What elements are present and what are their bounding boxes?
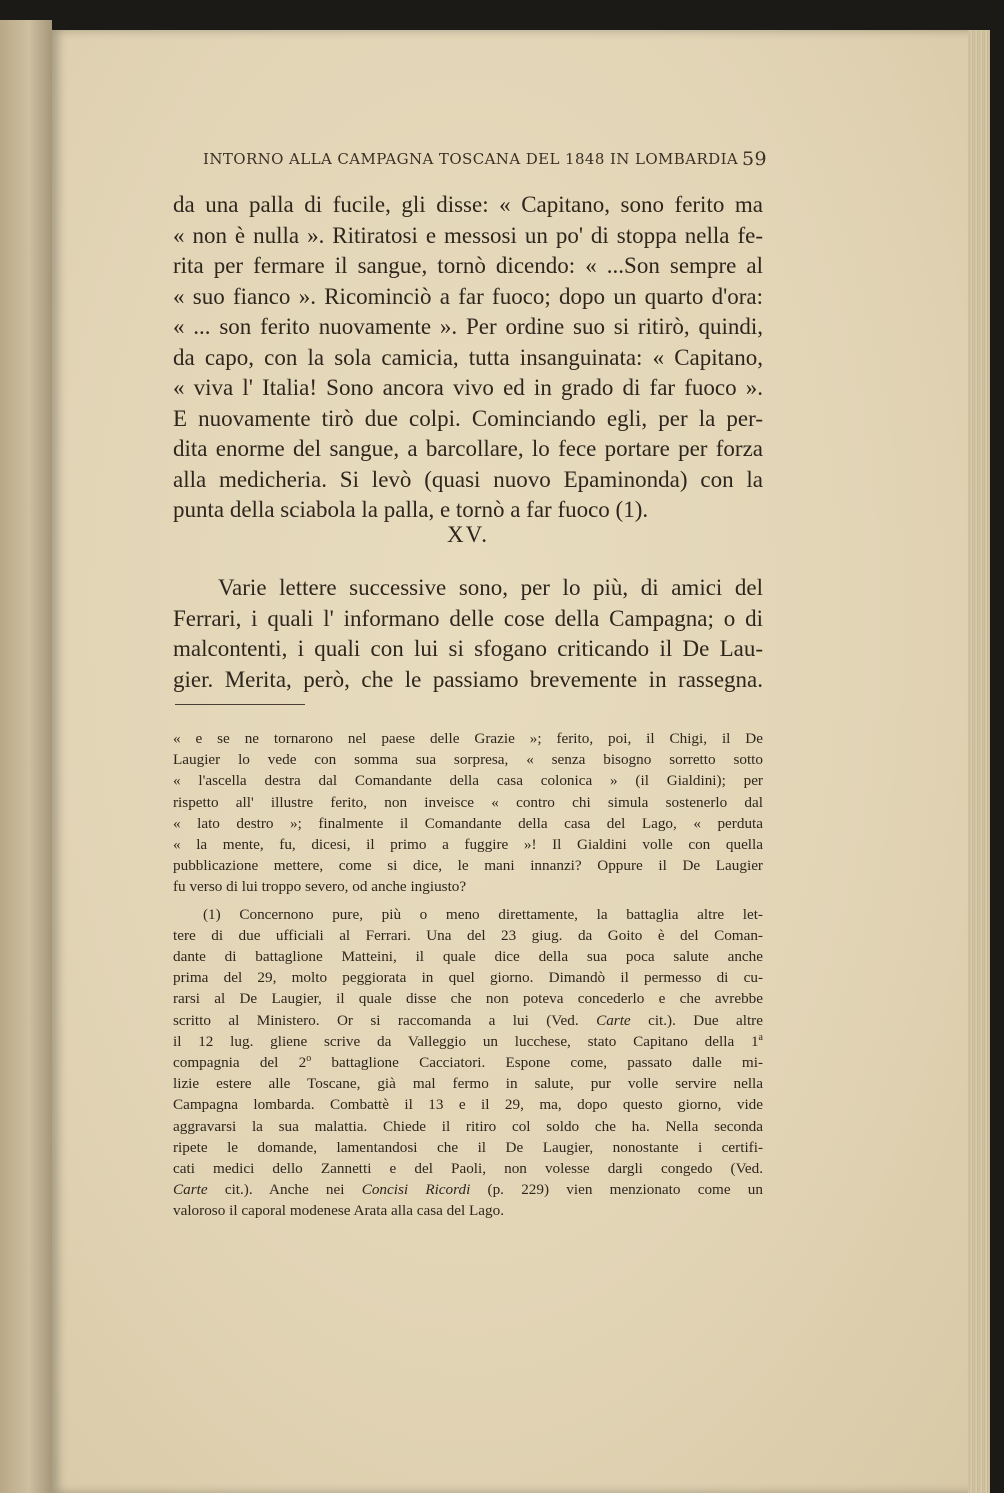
footnote-line: « e se ne tornarono nel paese delle Grazie »; ferito, poi, il Chigi, il De	[173, 730, 763, 747]
text-line: dita enorme del sangue, a barcollare, lo fece portare per forza	[173, 436, 763, 461]
footnote-line: Laugier lo vede con somma sua sorpresa, « senza bisogno sorretto sotto	[173, 751, 763, 769]
footnote-text: battaglione Cacciatori. Espone come, passato dalle mi-	[311, 1054, 763, 1072]
footnote-line: « l'ascella destra dal Comandante della casa colonica » (il Gialdini); per	[173, 772, 763, 790]
page-number: 59	[742, 148, 767, 170]
footnote-line: dante di battaglione Matteini, il quale dice della sua poca salute anche	[173, 948, 763, 966]
text-line: punta della sciabola la palla, e tornò a far fuoco (1).	[173, 497, 649, 522]
italic-title: Carte	[596, 1011, 631, 1029]
footnote-line: valoroso il caporal modenese Arata alla casa del Lago.	[173, 1202, 505, 1220]
footnote-text: cit.). Anche nei	[207, 1181, 362, 1199]
footnote-line: aggravarsi la sua malattia. Chiede il ritiro col soldo che ha. Nella seconda	[173, 1117, 763, 1135]
text-line: Varie lettere successive sono, per lo più, di amici del	[218, 575, 763, 600]
footnote-line: tere di due ufficiali al Ferrari. Una del 23 giug. da Goito è del Coman-	[173, 926, 763, 944]
previous-page-edge	[0, 20, 52, 1493]
footnote-line: rarsi al De Laugier, il quale disse che non poteva concederlo e che avrebbe	[173, 990, 763, 1008]
footnotes	[173, 728, 763, 1222]
footnote-line: ripete le domande, lamentandosi che il De Laugier, nonostante i certifi-	[173, 1138, 763, 1156]
section-heading: XV.	[446, 522, 489, 547]
italic-title: Carte	[173, 1181, 208, 1199]
running-title: INTORNO ALLA CAMPAGNA TOSCANA DEL 1848 IN LOMBARDIA	[203, 150, 739, 168]
footnote-line: cati medici dello Zannetti e del Paoli, non volesse dargli congedo (Ved.	[173, 1160, 763, 1178]
footnote-line: « la mente, fu, dicesi, il primo a fuggire »! Il Gialdini volle con quella	[173, 836, 763, 854]
text-line: rita per fermare il sangue, tornò dicendo: « ...Son sempre al	[173, 253, 763, 278]
text-line: da capo, con la sola camicia, tutta insanguinata: « Capitano,	[173, 344, 763, 370]
text-line: da una palla di fucile, gli disse: « Capitano, sono ferito ma	[173, 192, 763, 217]
superscript: o	[306, 1052, 312, 1064]
footnote-continuation	[173, 728, 763, 898]
footnote-text: compagnia del 2	[173, 1054, 307, 1072]
footnote-rule	[175, 704, 305, 705]
footnote-line: prima del 29, molto peggiorata in quel giorno. Dimandò il permesso di cu-	[173, 969, 763, 987]
footnote-line	[173, 1031, 763, 1052]
text-line: « non è nulla ». Ritiratosi e messosi un po' di stoppa nella fe-	[173, 222, 763, 248]
superscript: a	[758, 1031, 763, 1043]
text-line: Ferrari, i quali l' informano delle cose della Campagna; o di	[173, 605, 763, 631]
footnote-line: fu verso di lui troppo severo, od anche ingiusto?	[173, 878, 467, 896]
footnote-line: pubblicazione mettere, come si dice, le mani innanzi? Oppure il De Laugier	[173, 857, 763, 875]
footnote-line	[173, 1052, 763, 1073]
footnote-line: rispetto all' illustre ferito, non inveisce « contro chi simula sostenerlo dal	[173, 793, 763, 811]
footnote-line: lizie estere alle Toscane, già mal fermo in salute, pur volle servire nella	[173, 1075, 763, 1093]
footnote-1	[173, 904, 763, 1222]
paragraph-continuation	[173, 190, 763, 526]
page-stack-edges	[968, 30, 990, 1493]
footnote-text: il 12 lug. gliene scrive da Valleggio un lucchese, stato Capitano della 1	[173, 1032, 759, 1050]
footnote-text: (p. 229) vien menzionato come un	[470, 1181, 763, 1199]
text-line: E nuovamente tirò due colpi. Cominciando egli, per la per-	[173, 405, 763, 431]
paragraph-section-xv	[173, 573, 763, 695]
footnote-line: Campagna lombarda. Combattè il 13 e il 29, ma, dopo questo giorno, vide	[173, 1096, 763, 1114]
text-line: « viva l' Italia! Sono ancora vivo ed in grado di far fuoco ».	[173, 375, 763, 400]
text-line: alla medicheria. Si levò (quasi nuovo Epaminonda) con la	[173, 466, 763, 492]
footnote-text: cit.). Due altre	[630, 1011, 763, 1029]
text-line: malcontenti, i quali con lui si sfogano criticando il De Lau-	[173, 636, 763, 661]
text-line: « suo fianco ». Ricominciò a far fuoco; dopo un quarto d'ora:	[173, 283, 763, 309]
footnote-text: scritto al Ministero. Or si raccomanda a lui (Ved.	[173, 1011, 597, 1029]
footnote-line	[173, 1179, 763, 1200]
text-line: « ... son ferito nuovamente ». Per ordine suo si ritirò, quindi,	[173, 314, 763, 339]
footnote-line: (1) Concernono pure, più o meno direttamente, la battaglia altre let-	[203, 905, 763, 923]
text-line: gier. Merita, però, che le passiamo brevemente in rassegna.	[173, 666, 763, 692]
italic-title: Concisi Ricordi	[361, 1181, 471, 1199]
footnote-line	[173, 1010, 763, 1031]
footnote-line: « lato destro »; finalmente il Comandante della casa del Lago, « perduta	[173, 814, 763, 832]
